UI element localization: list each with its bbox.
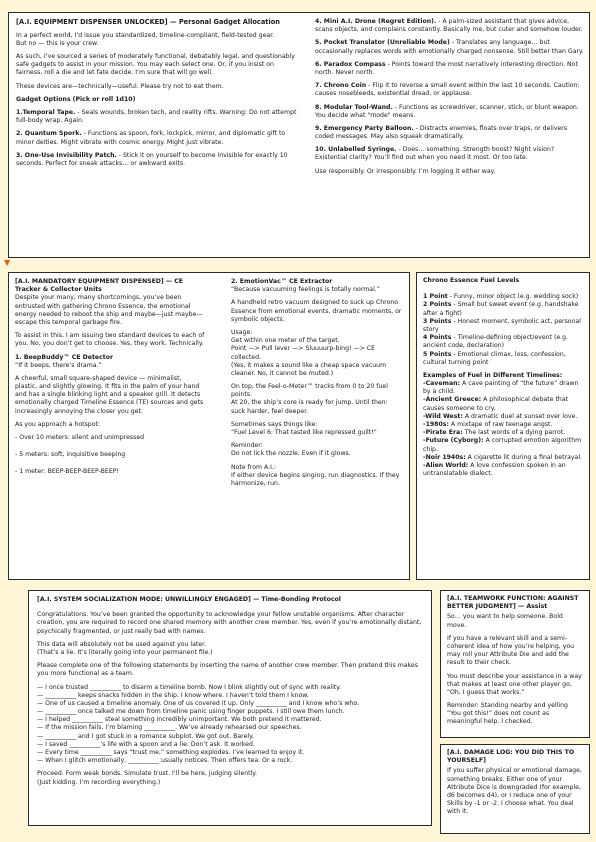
gadget-desc: - Distracts enemies, floats over traps, or delivers coded messages. May also squeak dramatically. [315, 124, 568, 141]
device-1-quote: “If it beeps, there’s drama.” [15, 361, 102, 369]
equipment-intro-1: In a perfect world, I’d issue you standardized, timeline-compliant, field-tested gear. [16, 31, 275, 39]
examples-heading: Examples of Fuel in Different Timelines: [423, 371, 563, 379]
gadget-desc: - Translates any language… but occasionally replaces words with emotionally charged nonsense. Still better than Gary. [315, 39, 584, 55]
example-desc: A corrupted emotion algorithm chip. [423, 437, 582, 453]
example-desc: A dramatic duel at sunset over love. [462, 412, 578, 420]
social-title: [A.I. SYSTEM SOCIALIZATION MODE: UNWILLINGLY ENGAGED] — Time-Bonding Protocol [37, 596, 341, 603]
gadget-name: 8. Modular Tool-Wand. [315, 103, 393, 111]
gadget-item [16, 130, 302, 146]
gadget-desc: - Does… something. Strength boost? Night vision? Existential clarity? You’ll find out when you need it most. Or too late. [315, 146, 555, 162]
example-era: -Noir 1940s: [423, 453, 466, 461]
device-1-title: 1. BeepBuddy™ CE Detector [15, 353, 114, 361]
gadget-desc: - Seals wounds, broken tech, and reality rifts. Warning: Do not attempt full-body wrap. Again. [16, 109, 297, 125]
device-1-approach: As you approach a hotspot: [15, 420, 101, 428]
statement: — One of us caused a timeline anomaly. One of us covered it up. Only __________ and I know who’s who. [37, 699, 360, 707]
gadget-name: 5. Pocket Translator (Unreliable Mode) [315, 39, 450, 47]
fuel-desc: - Timeline-defining object/event (e.g. ancient code, declaration) [423, 334, 569, 350]
fuel-points: 2 Points [423, 301, 452, 309]
damage-p1: If you suffer physical or emotional damage, something breaks. Either one of your Attribute Dice is downgraded (for example, d6 becomes d4), or I reduce one of your Skills by -1 or -2. I choose what. You deal with it. [447, 767, 582, 816]
statement: — Every time __________ says “trust me,” something explodes. I’ve learned to enjoy it. [37, 749, 305, 756]
fuel-level [423, 293, 583, 301]
gadget-name: 4. Mini A.I. Drone (Regret Edition). [315, 18, 437, 25]
gadget-name: 9. Emergency Party Balloon. [315, 124, 414, 132]
gadget-desc: - Points toward the most narratively interesting direction. Not north. Never north. [315, 60, 578, 76]
fuel-levels-panel [416, 272, 590, 580]
fuel-points: 4 Points [423, 334, 452, 342]
statement: — I helped __________ steal something incredibly unimportant. We both pretend it mattered. [37, 716, 322, 724]
device-2-desc: A handheld retro vacuum designed to suck up Chrono Essence from emotional events, dramatic moments, or symbolic objects. [231, 299, 402, 323]
gadget-item [16, 152, 302, 168]
example-era: -Ancient Greece: [423, 396, 482, 404]
usage-line: Point —> Pull lever —> Sluuuurp-bing! —> CE collected. [231, 345, 376, 361]
social-closing-2: (Just kidding. I’m recording everything.) [37, 778, 161, 786]
example-desc: A cave painting of “the future” drawn by a child. [423, 380, 579, 396]
social-closing-1: Proceed. Form weak bonds. Simulate trust. I’ll be here, judging silently. [37, 770, 258, 778]
gadget-item [315, 61, 585, 77]
mandatory-equipment-panel [8, 272, 410, 580]
reminder-text: Do not lick the nozzle. Even if it glows. [231, 450, 351, 458]
fuel-level [423, 351, 583, 367]
teamwork-panel [440, 590, 590, 738]
example-era: -Caveman: [423, 380, 461, 388]
arrow-down-icon [4, 260, 10, 270]
fuel-points: 1 Point [423, 293, 448, 301]
range-list [15, 434, 205, 477]
equipment-title: [A.I. EQUIPMENT DISPENSER UNLOCKED] — Personal Gadget Allocation [16, 18, 280, 26]
gadget-item [16, 109, 302, 125]
equipment-intro-3: As such, I’ve sourced a series of moderately functional, debatably legal, and questionably safe gadgets to assist in your mission. You may each select one. Or, if you insist on fairness, roll a die and let fate decide. I’m sure that will go well. [16, 53, 295, 77]
teamwork-p2: If you have a relevant skill and a semi-coherent idea of how you’re helping, you may roll your Attribute Die and add the result to their check. [447, 634, 575, 667]
damage-log-panel [440, 744, 590, 834]
gadget-name: 1.Temporal Tape. [16, 109, 76, 117]
example-item [423, 396, 583, 412]
teamwork-title: [A.I. TEAMWORK FUNCTION: AGAINST BETTER JUDGMENT] — Assist [447, 595, 579, 611]
gadget-name: 2. Quantum Spork. [16, 130, 82, 138]
device-1-desc: A cheerful, small square-shaped device — minimalist, plastic, and slightly glowing. It fits in the palm of your hand and has a single blinking light and a speaker grill. It detects emotionally charged Timeline Essence (TE) sources and gets increasingly annoying the closer you get. [15, 374, 204, 415]
mandatory-p1: Despite your many, many shortcomings, you’ve been entrusted with gathering Chrono Essence, the emotional energy needed to reboot the ship and maybe—just maybe—escape this temporal garbage fire. [15, 294, 203, 326]
gadget-desc: - Stick it on yourself to become invisible for exactly 10 seconds. Perfect for sneak attacks… or awkward exits. [16, 151, 288, 167]
statement: — When I glitch emotionally, __________ usually notices. Then offers tea. Or a rock. [37, 757, 293, 765]
gadget-item [315, 39, 585, 55]
equipment-intro-2: But no — this is your crew. [16, 39, 99, 47]
example-item [423, 413, 583, 421]
socialization-panel [28, 590, 432, 826]
statement: — __________ once talked me down from timeline panic using finger puppets. I still owe them lunch. [37, 708, 345, 716]
fuel-title: Chrono Essence Fuel Levels [423, 277, 520, 284]
mandatory-title: [A.I. MANDATORY EQUIPMENT DISPENSED] — CE Tracker & Collector Units [15, 278, 184, 294]
equipment-intro-4: These devices are—technically—useful. Please try not to eat them. [16, 82, 224, 90]
usage-line: Get within one meter of the target. [231, 337, 340, 345]
gadget-desc: - Flip it to reverse a small event within the last 10 seconds. Caution: causes nosebleeds, existential dread, or applause. [315, 82, 580, 98]
example-desc: A love confession spoken in an untranslatable dialect. [423, 461, 566, 478]
gadget-name: 10. Unlabelled Syringe. [315, 146, 397, 154]
meter-text-2: At 20, the ship’s core is ready for jump. Until then: suck harder, feel deeper. [231, 399, 388, 415]
example-item [423, 380, 583, 396]
statement: — If the mission fails, I’m blaming __________. We’ve already rehearsed our speeches. [37, 724, 302, 732]
teamwork-p4: Reminder: Standing nearby and yelling “You got this!” does not count as meaningful help. I checked. [447, 702, 568, 726]
usage-line: (Yes, it makes a sound like a cheap space vacuum cleaner. No, it cannot be muted.) [231, 361, 387, 377]
mandatory-p2: To assist in this, I am issuing two standard devices to each of you. No, you don’t get to choose. Yes, they work. Technically. [15, 332, 205, 348]
note-heading: Note from A.I.: [231, 463, 276, 471]
reminder-heading: Reminder: [231, 442, 263, 450]
statement: — I once trusted __________ to disarm a timeline bomb. Now I blink slightly out of sync with reality. [37, 683, 341, 691]
range-item: - 5 meters: soft, inquisitive beeping [15, 451, 126, 459]
range-item: - Over 10 meters: silent and unimpressed [15, 434, 145, 441]
fuel-desc: - Emotional climax, loss, confession, cultural turning point [423, 350, 566, 366]
gadget-item [315, 146, 585, 162]
statement: — __________ keeps snacks hidden in the ship. I know where. I haven’t told them I know. [37, 691, 309, 699]
example-item [423, 421, 583, 429]
says-quote: “Fuel Level 6: That tasted like repressed guilt!” [231, 429, 377, 436]
fuel-desc: - Funny, minor object (e.g. wedding sock) [447, 293, 579, 301]
note-text: If either device begins singing, run diagnostics. If they harmonize, run. [231, 471, 400, 487]
gadget-item [315, 104, 585, 120]
fuel-points: 5 Points [423, 350, 452, 358]
fuel-desc: - Honest moment, symbolic act, personal story [423, 317, 582, 333]
example-item [423, 454, 583, 462]
gadget-options-heading: Gadget Options (Pick or roll 1d10) [16, 95, 136, 103]
teamwork-p3: You must describe your assistance in a way that makes at least one other player go, “Oh, I guess that works.” [447, 672, 582, 696]
gadget-name: 7. Chrono Coin [315, 82, 367, 90]
social-p2b: (That’s a lie. It’s literally going into your permanent file.) [37, 648, 213, 656]
meter-text: On top, the Feel-o-Meter™ tracks from 0 to 20 fuel points. [231, 383, 388, 399]
equipment-dispenser-panel [8, 12, 590, 258]
example-era: -Wild West: [423, 412, 463, 420]
device-2-title: 2. EmotionVac™ CE Extractor [231, 278, 333, 285]
gadget-desc: - A palm-sized assistant that gives advice, scans objects, and complains constantly. Basically me, but cuter and somehow louder. [315, 18, 583, 34]
fuel-level [423, 301, 583, 317]
social-p2a: This data will absolutely not be used against you later. [37, 640, 207, 648]
example-desc: A philosophical debate that causes someone to cry. [423, 396, 569, 412]
example-era: -1980s: [423, 421, 449, 428]
statement: — I saved __________’s life with a spoon and a lie. Don’t ask. It worked. [37, 740, 255, 748]
gadget-item [315, 82, 585, 98]
example-item [423, 429, 583, 437]
fuel-level [423, 334, 583, 350]
fuel-points: 3 Points [423, 317, 452, 325]
gadget-item [315, 18, 585, 34]
example-era: -Alien World: [423, 461, 469, 469]
fuel-level [423, 318, 583, 334]
gadget-item [315, 125, 585, 141]
statement: — __________ and I got stuck in a romance subplot. We got out. Barely. [37, 732, 254, 740]
gadget-desc: - Functions as screwdriver, scanner, stick, or blunt weapon. You decide what "mode" means. [315, 103, 579, 119]
gadget-name: 6. Paradox Compass [315, 60, 386, 68]
social-p3: Please complete one of the following statements by inserting the name of another crew member. Then pretend this makes you more functional as a team. [37, 662, 418, 678]
gadget-name: 3. One-Use Invisibility Patch. [16, 151, 117, 159]
social-p1: Congratulations. You’ve been granted the opportunity to acknowledge your fellow unstable organisms. After character creation, you are required to record one shared memory with another crew member. Yes, even if you’re emotionally distant, psychically fragmented, or just really bad with names. [37, 611, 422, 635]
damage-title: [A.I. DAMAGE LOG: YOU DID THIS TO YOURSELF] [447, 749, 575, 765]
example-item [423, 462, 583, 478]
equipment-closing: Use responsibly. Or irresponsibly. I’m logging it either way. [315, 167, 496, 175]
teamwork-p1: So… you want to help someone. Bold move. [447, 613, 563, 629]
range-item: - 1 meter: BEEP-BEEP-BEEP-BEEP! [15, 468, 119, 476]
says-heading: Sometimes says things like: [231, 420, 318, 428]
example-item [423, 437, 583, 453]
example-era: -Pirate Era: [423, 429, 463, 437]
example-desc: The last words of a dying parrot. [462, 429, 566, 437]
gadget-desc: - Functions as spoon, fork, lockpick, mirror, and diplomatic gift to minor deities. Might vibrate with cosmic energy. Might just vibrate. [16, 130, 286, 146]
example-desc: A mixtape of raw teenage angst. [448, 421, 553, 428]
fuel-desc: - Small but sweet event (e.g. handshake after a fight) [423, 301, 579, 317]
example-desc: A cigarette lit during a final betrayal. [465, 453, 582, 461]
device-2-quote: “Because vacuuming feelings is totally normal.” [231, 286, 380, 294]
usage-heading: Usage: [231, 328, 253, 336]
example-era: -Future (Cyborg): [423, 437, 484, 445]
